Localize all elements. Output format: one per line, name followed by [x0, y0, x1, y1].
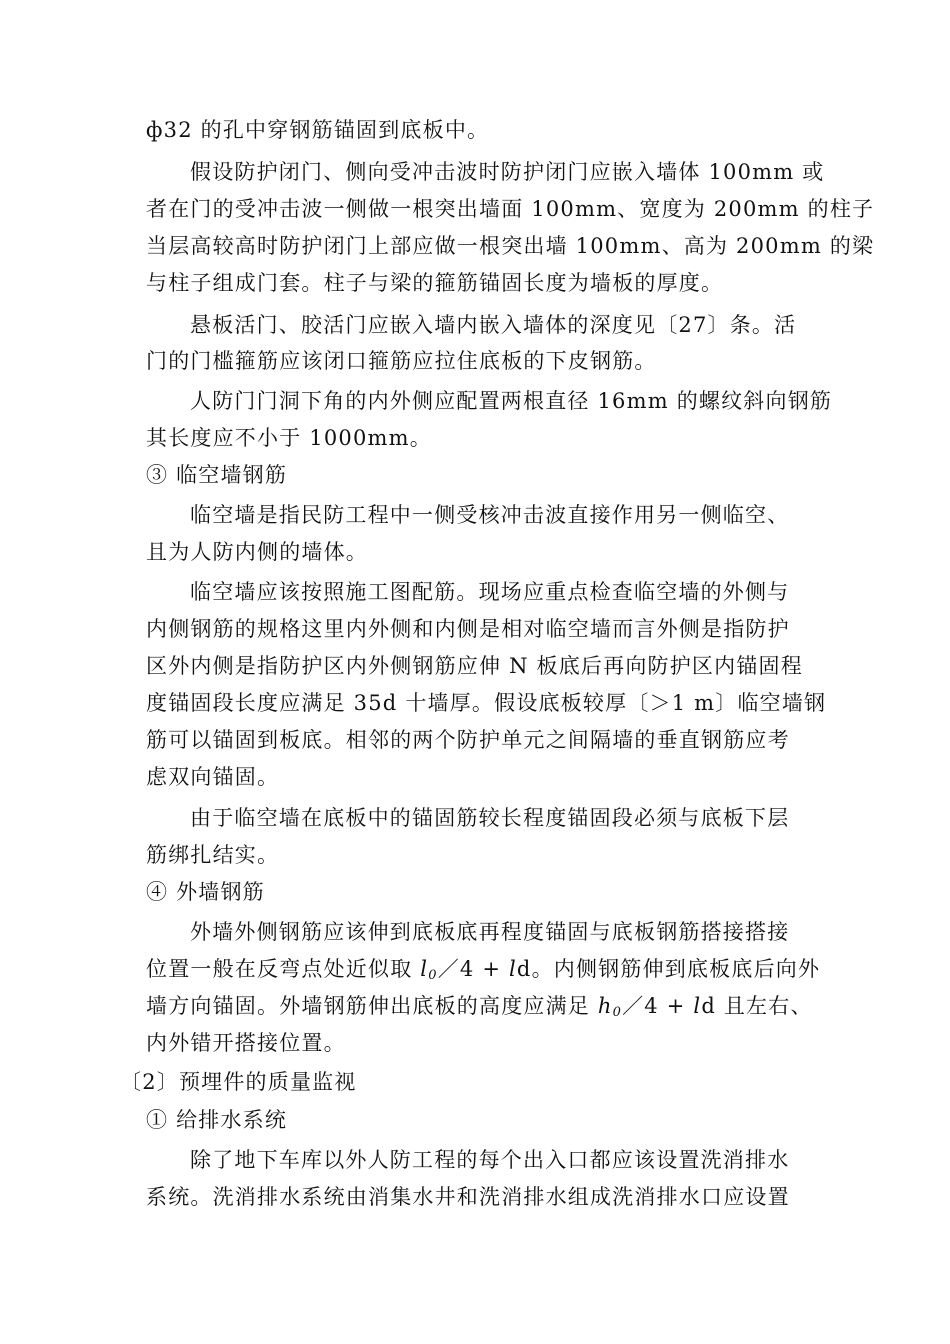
- formula-subscript: 0: [612, 1005, 623, 1020]
- text-line: 度锚固段长度应满足 35d 十墙厚。假设底板较厚〔＞1 m〕临空墙钢: [146, 691, 827, 715]
- text-line-with-formula: [146, 955, 820, 990]
- section-heading: 〔2〕预埋件的质量监视: [120, 1070, 357, 1094]
- text-segment: 位置一般在反弯点处近似取: [146, 957, 421, 981]
- text-segment: d。内侧钢筋伸到底板底后向外: [516, 957, 821, 981]
- formula-variable: l: [509, 957, 517, 981]
- section-heading: ④ 外墙钢筋: [146, 880, 265, 904]
- text-line-with-formula: [146, 992, 813, 1027]
- paragraph-start: 悬板活门、胶活门应嵌入墙内嵌入墙体的深度见〔27〕条。活: [190, 313, 797, 337]
- formula-operator: ／4 +: [622, 994, 694, 1018]
- formula-operator: ／4 +: [437, 957, 509, 981]
- text-line: 区外内侧是指防护区内外侧钢筋应伸 N 板底后再向防护区内锚固程: [146, 654, 803, 678]
- text-line: 且为人防内侧的墙体。: [146, 540, 368, 564]
- paragraph-start: 人防门门洞下角的内外侧应配置两根直径 16mm 的螺纹斜向钢筋: [190, 389, 833, 413]
- paragraph-start: 由于临空墙在底板中的锚固筋较长程度锚固段必须与底板下层: [190, 806, 790, 830]
- text-line: 系统。洗消排水系统由消集水井和洗消排水组成洗消排水口应设置: [146, 1185, 790, 1209]
- section-heading: ① 给排水系统: [146, 1108, 288, 1132]
- text-line: 筋绑扎结实。: [146, 843, 280, 867]
- formula-variable: l: [420, 957, 429, 981]
- text-line: ф32 的孔中穿钢筋锚固到底板中。: [146, 118, 490, 142]
- text-line: 与柱子组成门套。柱子与梁的箍筋锚固长度为墙板的厚度。: [146, 271, 724, 295]
- text-segment: d 且左右、: [701, 994, 813, 1018]
- text-line: 当层高较高时防护闭门上部应做一根突出墙 100mm、高为 200mm 的梁: [146, 234, 875, 258]
- text-line: 筋可以锚固到板底。相邻的两个防护单元之间隔墙的垂直钢筋应考: [146, 728, 790, 752]
- text-line: 虑双向锚固。: [146, 765, 280, 789]
- paragraph-start: 临空墙是指民防工程中一侧受核冲击波直接作用另一侧临空、: [190, 503, 790, 527]
- paragraph-start: 假设防护闭门、侧向受冲击波时防护闭门应嵌入墙体 100mm 或: [190, 160, 825, 184]
- paragraph-start: 临空墙应该按照施工图配筋。现场应重点检查临空墙的外侧与: [190, 580, 790, 604]
- formula-variable: h: [597, 994, 613, 1018]
- formula-variable: l: [693, 994, 702, 1018]
- formula-subscript: 0: [428, 968, 438, 983]
- text-line: 内外错开搭接位置。: [146, 1031, 346, 1055]
- paragraph-start: 除了地下车库以外人防工程的每个出入口都应该设置洗消排水: [190, 1148, 790, 1172]
- text-line: 门的门槛箍筋应该闭口箍筋应拉住底板的下皮钢筋。: [146, 349, 657, 373]
- text-segment: 墙方向锚固。外墙钢筋伸出底板的高度应满足: [146, 994, 598, 1018]
- text-line: 者在门的受冲击波一侧做一根突出墙面 100mm、宽度为 200mm 的柱子: [146, 197, 875, 221]
- paragraph-start: 外墙外侧钢筋应该伸到底板底再程度锚固与底板钢筋搭接搭接: [190, 920, 790, 944]
- text-line: 其长度应不小于 1000mm。: [146, 426, 432, 450]
- text-line: 内侧钢筋的规格这里内外侧和内侧是相对临空墙而言外侧是指防护: [146, 617, 790, 641]
- section-heading: ③ 临空墙钢筋: [146, 463, 288, 487]
